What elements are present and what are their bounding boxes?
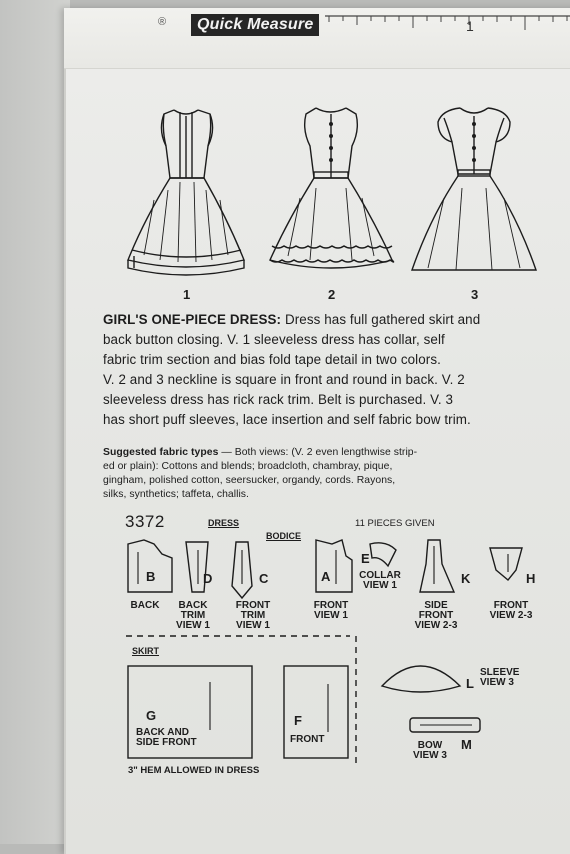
description-line-1: Dress has full gathered skirt and	[284, 312, 481, 327]
description-line-2: back button closing. V. 1 sleeveless dress has collar, self	[103, 332, 445, 347]
piece-name-front-view-1: FRONT VIEW 1	[313, 600, 349, 621]
piece-letter-e: E	[361, 551, 370, 566]
fabric-heading: Suggested fabric types	[103, 447, 219, 458]
fabric-suggestions	[103, 446, 543, 502]
background-surface	[0, 0, 70, 844]
piece-letter-m: M	[461, 737, 472, 752]
piece-name-front: FRONT	[290, 734, 325, 745]
style-number: 3372	[125, 512, 165, 531]
piece-name-back: BACK	[130, 600, 160, 611]
dress-view-2-illustration	[266, 100, 396, 280]
view-number-3: 3	[471, 287, 479, 302]
registered-mark: ®	[158, 16, 167, 28]
piece-name-sleeve: SLEEVE VIEW 3	[480, 667, 520, 688]
pieces-given-label: 11 PIECES GIVEN	[355, 518, 435, 529]
description-line-4: V. 2 and 3 neckline is square in front and round in back. V. 2	[103, 372, 465, 387]
piece-name-back-trim: BACK TRIM VIEW 1	[176, 600, 210, 631]
dress-description	[103, 310, 543, 430]
piece-letter-k: K	[461, 571, 471, 586]
piece-letter-c: C	[259, 571, 269, 586]
piece-letter-l: L	[466, 676, 474, 691]
dress-title: GIRL'S ONE-PIECE DRESS:	[103, 312, 282, 327]
piece-letter-a: A	[321, 569, 331, 584]
dress-view-1-illustration	[124, 100, 248, 280]
fabric-line-2: ed or plain): Cottons and blends; broadcloth, chambray, pique,	[103, 461, 393, 472]
description-line-5: sleeveless dress has rick rack trim. Belt is purchased. V. 3	[103, 392, 454, 407]
piece-letter-d: D	[203, 571, 213, 586]
piece-name-back-and-side-front: BACK AND SIDE FRONT	[136, 727, 197, 748]
skirt-section-label: SKIRT	[132, 646, 159, 656]
piece-name-front-trim: FRONT TRIM VIEW 1	[235, 600, 271, 631]
piece-letter-h: H	[526, 571, 536, 586]
piece-name-collar: COLLAR VIEW 1	[359, 570, 401, 591]
piece-letter-g: G	[146, 708, 157, 723]
measuring-ruler	[325, 10, 570, 40]
piece-name-front-view-2-3: FRONT VIEW 2-3	[489, 600, 533, 621]
quick-measure-badge: Quick Measure	[191, 14, 319, 36]
dress-section-label: DRESS	[208, 518, 240, 528]
bodice-section-label: BODICE	[266, 531, 302, 541]
piece-letter-f: F	[294, 713, 302, 728]
piece-name-side-front: SIDE FRONT VIEW 2-3	[414, 600, 458, 631]
hem-allowance-note: 3" HEM ALLOWED IN DRESS	[128, 765, 260, 776]
description-line-6: has short puff sleeves, lace insertion and self fabric bow trim.	[103, 412, 471, 427]
piece-name-bow: BOW VIEW 3	[413, 740, 447, 761]
ruler-inch-number: 1	[466, 18, 474, 34]
fabric-line-4: silks, synthetics; taffeta, challis.	[103, 489, 249, 500]
fabric-line-3: gingham, polished cotton, seersucker, organdy, cords. Rayons,	[103, 475, 396, 486]
view-number-1: 1	[183, 287, 191, 302]
fabric-line-1: — Both views: (V. 2 even lengthwise strip-	[218, 447, 418, 458]
view-number-2: 2	[328, 287, 336, 302]
piece-letter-b: B	[146, 569, 156, 584]
dress-view-3-illustration	[408, 98, 540, 280]
description-line-3: fabric trim section and bias fold tape detail in two colors.	[103, 352, 441, 367]
